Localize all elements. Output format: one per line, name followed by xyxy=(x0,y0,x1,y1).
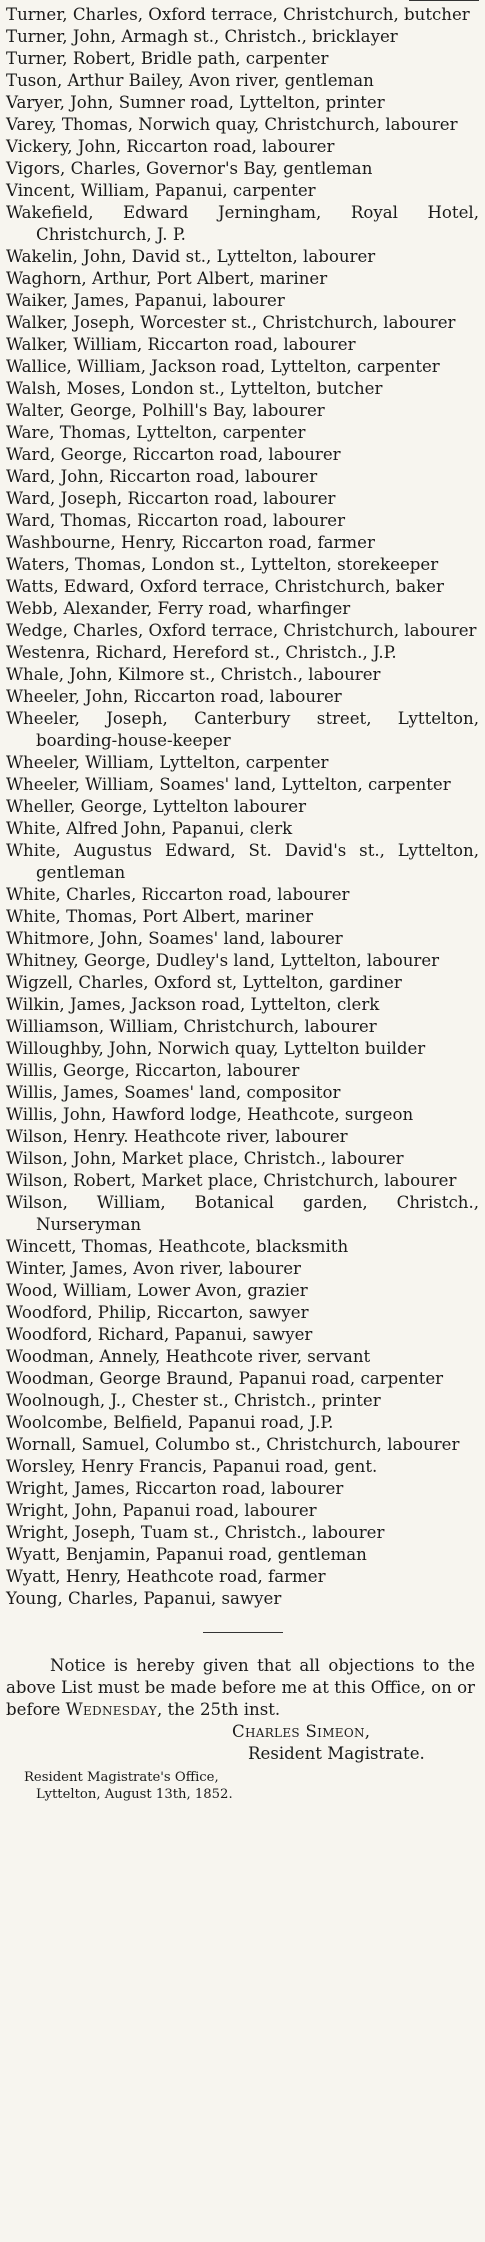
list-entry: Willis, George, Riccarton, labourer xyxy=(6,1061,300,1080)
list-entry: Woodman, George Braund, Papanui road, carpenter xyxy=(6,1369,444,1388)
list-entry: Wallice, William, Jackson road, Lyttelton, carpenter xyxy=(6,357,440,376)
list-entry: Wilson, William, Botanical garden, Christch., Nurseryman xyxy=(6,1193,479,1234)
signature-name: Charles Simeon, xyxy=(232,1722,371,1741)
list-entry: Wigzell, Charles, Oxford st, Lyttelton, gardiner xyxy=(6,973,402,992)
list-entry: Woodford, Philip, Riccarton, sawyer xyxy=(6,1303,309,1322)
list-entry: Wilson, John, Market place, Christch., labourer xyxy=(6,1149,404,1168)
list-entry: Wright, James, Riccarton road, labourer xyxy=(6,1479,344,1498)
notice-text-before: Notice is hereby given that all objections to the above List must be made before me at this Office, on or before xyxy=(6,1656,475,1719)
list-entry: Wheeler, John, Riccarton road, labourer xyxy=(6,687,342,706)
list-entry: Wornall, Samuel, Columbo st., Christchurch, labourer xyxy=(6,1435,460,1454)
list-entry: Wood, William, Lower Avon, grazier xyxy=(6,1281,308,1300)
top-rule xyxy=(409,0,479,1)
list-entry: Watts, Edward, Oxford terrace, Christchurch, baker xyxy=(6,577,444,596)
list-entry: Ward, Thomas, Riccarton road, labourer xyxy=(6,511,346,530)
signature-title: Resident Magistrate. xyxy=(248,1744,425,1763)
list-entry: Woolnough, J., Chester st., Christch., printer xyxy=(6,1391,381,1410)
list-entry: Wright, John, Papanui road, labourer xyxy=(6,1501,317,1520)
list-entry: Wright, Joseph, Tuam st., Christch., labourer xyxy=(6,1523,385,1542)
list-entry: Whitmore, John, Soames' land, labourer xyxy=(6,929,343,948)
list-entry: Woodman, Annely, Heathcote river, servant xyxy=(6,1347,371,1366)
list-entry: Vigors, Charles, Governor's Bay, gentleman xyxy=(6,159,373,178)
list-entry: Turner, Robert, Bridle path, carpenter xyxy=(6,49,329,68)
list-entry: Willis, James, Soames' land, compositor xyxy=(6,1083,341,1102)
list-entry: Woolcombe, Belfield, Papanui road, J.P. xyxy=(6,1413,334,1432)
list-entry: Walker, William, Riccarton road, labourer xyxy=(6,335,356,354)
list-entry: Whale, John, Kilmore st., Christch., labourer xyxy=(6,665,381,684)
list-entry: Winter, James, Avon river, labourer xyxy=(6,1259,301,1278)
list-entry: Wakelin, John, David st., Lyttelton, labourer xyxy=(6,247,376,266)
list-entry: Wilson, Robert, Market place, Christchurch, labourer xyxy=(6,1171,457,1190)
notice-text-after: , the 25th inst. xyxy=(156,1700,281,1719)
list-entry: Walsh, Moses, London st., Lyttelton, butcher xyxy=(6,379,383,398)
list-entry: Willis, John, Hawford lodge, Heathcote, surgeon xyxy=(6,1105,414,1124)
list-entry: Wheeler, William, Lyttelton, carpenter xyxy=(6,753,329,772)
list-entry: Wyatt, Henry, Heathcote road, farmer xyxy=(6,1567,326,1586)
list-entry: White, Charles, Riccarton road, labourer xyxy=(6,885,350,904)
list-entry: Wakefield, Edward Jerningham, Royal Hotel, Christchurch, J. P. xyxy=(6,203,479,244)
list-entry: Ware, Thomas, Lyttelton, carpenter xyxy=(6,423,306,442)
list-entry: Webb, Alexander, Ferry road, wharfinger xyxy=(6,599,351,618)
signature-block xyxy=(6,1721,479,1765)
list-entry: Wilkin, James, Jackson road, Lyttelton, clerk xyxy=(6,995,380,1014)
list-entry: Woodford, Richard, Papanui, sawyer xyxy=(6,1325,313,1344)
list-entry: Young, Charles, Papanui, sawyer xyxy=(6,1589,282,1608)
list-entry: Tuson, Arthur Bailey, Avon river, gentleman xyxy=(6,71,374,90)
list-entry: Ward, George, Riccarton road, labourer xyxy=(6,445,341,464)
list-entry: Wyatt, Benjamin, Papanui road, gentleman xyxy=(6,1545,367,1564)
list-entry: Ward, John, Riccarton road, labourer xyxy=(6,467,318,486)
list-entry: Wheller, George, Lyttelton labourer xyxy=(6,797,307,816)
list-entry: Waghorn, Arthur, Port Albert, mariner xyxy=(6,269,328,288)
list-entry: Walter, George, Polhill's Bay, labourer xyxy=(6,401,325,420)
list-entry: Washbourne, Henry, Riccarton road, farmer xyxy=(6,533,375,552)
list-entry: White, Alfred John, Papanui, clerk xyxy=(6,819,293,838)
footer-place-date: Lyttelton, August 13th, 1852. xyxy=(36,1787,233,1802)
list-entry: Westenra, Richard, Hereford st., Christch., J.P. xyxy=(6,643,397,662)
list-entry: Waters, Thomas, London st., Lyttelton, storekeeper xyxy=(6,555,439,574)
list-entry: Walker, Joseph, Worcester st., Christchurch, labourer xyxy=(6,313,456,332)
list-entry: White, Augustus Edward, St. David's st., Lyttelton, gentleman xyxy=(6,841,479,882)
notice-paragraph xyxy=(6,1655,475,1721)
list-entry: Wheeler, Joseph, Canterbury street, Lyttelton, boarding-house-keeper xyxy=(6,709,479,750)
electoral-list xyxy=(6,4,479,1610)
list-entry: Ward, Joseph, Riccarton road, labourer xyxy=(6,489,336,508)
list-entry: Vincent, William, Papanui, carpenter xyxy=(6,181,316,200)
footer-block xyxy=(6,1769,479,1803)
footer-office: Resident Magistrate's Office, xyxy=(24,1770,219,1785)
list-entry: Whitney, George, Dudley's land, Lyttelton, labourer xyxy=(6,951,440,970)
list-entry: Worsley, Henry Francis, Papanui road, gent. xyxy=(6,1457,378,1476)
list-entry: Vickery, John, Riccarton road, labourer xyxy=(6,137,335,156)
notice-day: Wednesday xyxy=(65,1700,157,1719)
list-entry: Varyer, John, Sumner road, Lyttelton, printer xyxy=(6,93,385,112)
list-entry: Wilson, Henry. Heathcote river, labourer xyxy=(6,1127,348,1146)
section-divider xyxy=(203,1632,283,1633)
list-entry: White, Thomas, Port Albert, mariner xyxy=(6,907,314,926)
list-entry: Turner, John, Armagh st., Christch., bricklayer xyxy=(6,27,398,46)
list-entry: Turner, Charles, Oxford terrace, Christchurch, butcher xyxy=(6,5,470,24)
list-entry: Wheeler, William, Soames' land, Lyttelton, carpenter xyxy=(6,775,451,794)
list-entry: Willoughby, John, Norwich quay, Lyttelton builder xyxy=(6,1039,426,1058)
list-entry: Wedge, Charles, Oxford terrace, Christchurch, labourer xyxy=(6,621,477,640)
list-entry: Williamson, William, Christchurch, labourer xyxy=(6,1017,377,1036)
list-entry: Waiker, James, Papanui, labourer xyxy=(6,291,285,310)
list-entry: Varey, Thomas, Norwich quay, Christchurch, labourer xyxy=(6,115,458,134)
list-entry: Wincett, Thomas, Heathcote, blacksmith xyxy=(6,1237,349,1256)
